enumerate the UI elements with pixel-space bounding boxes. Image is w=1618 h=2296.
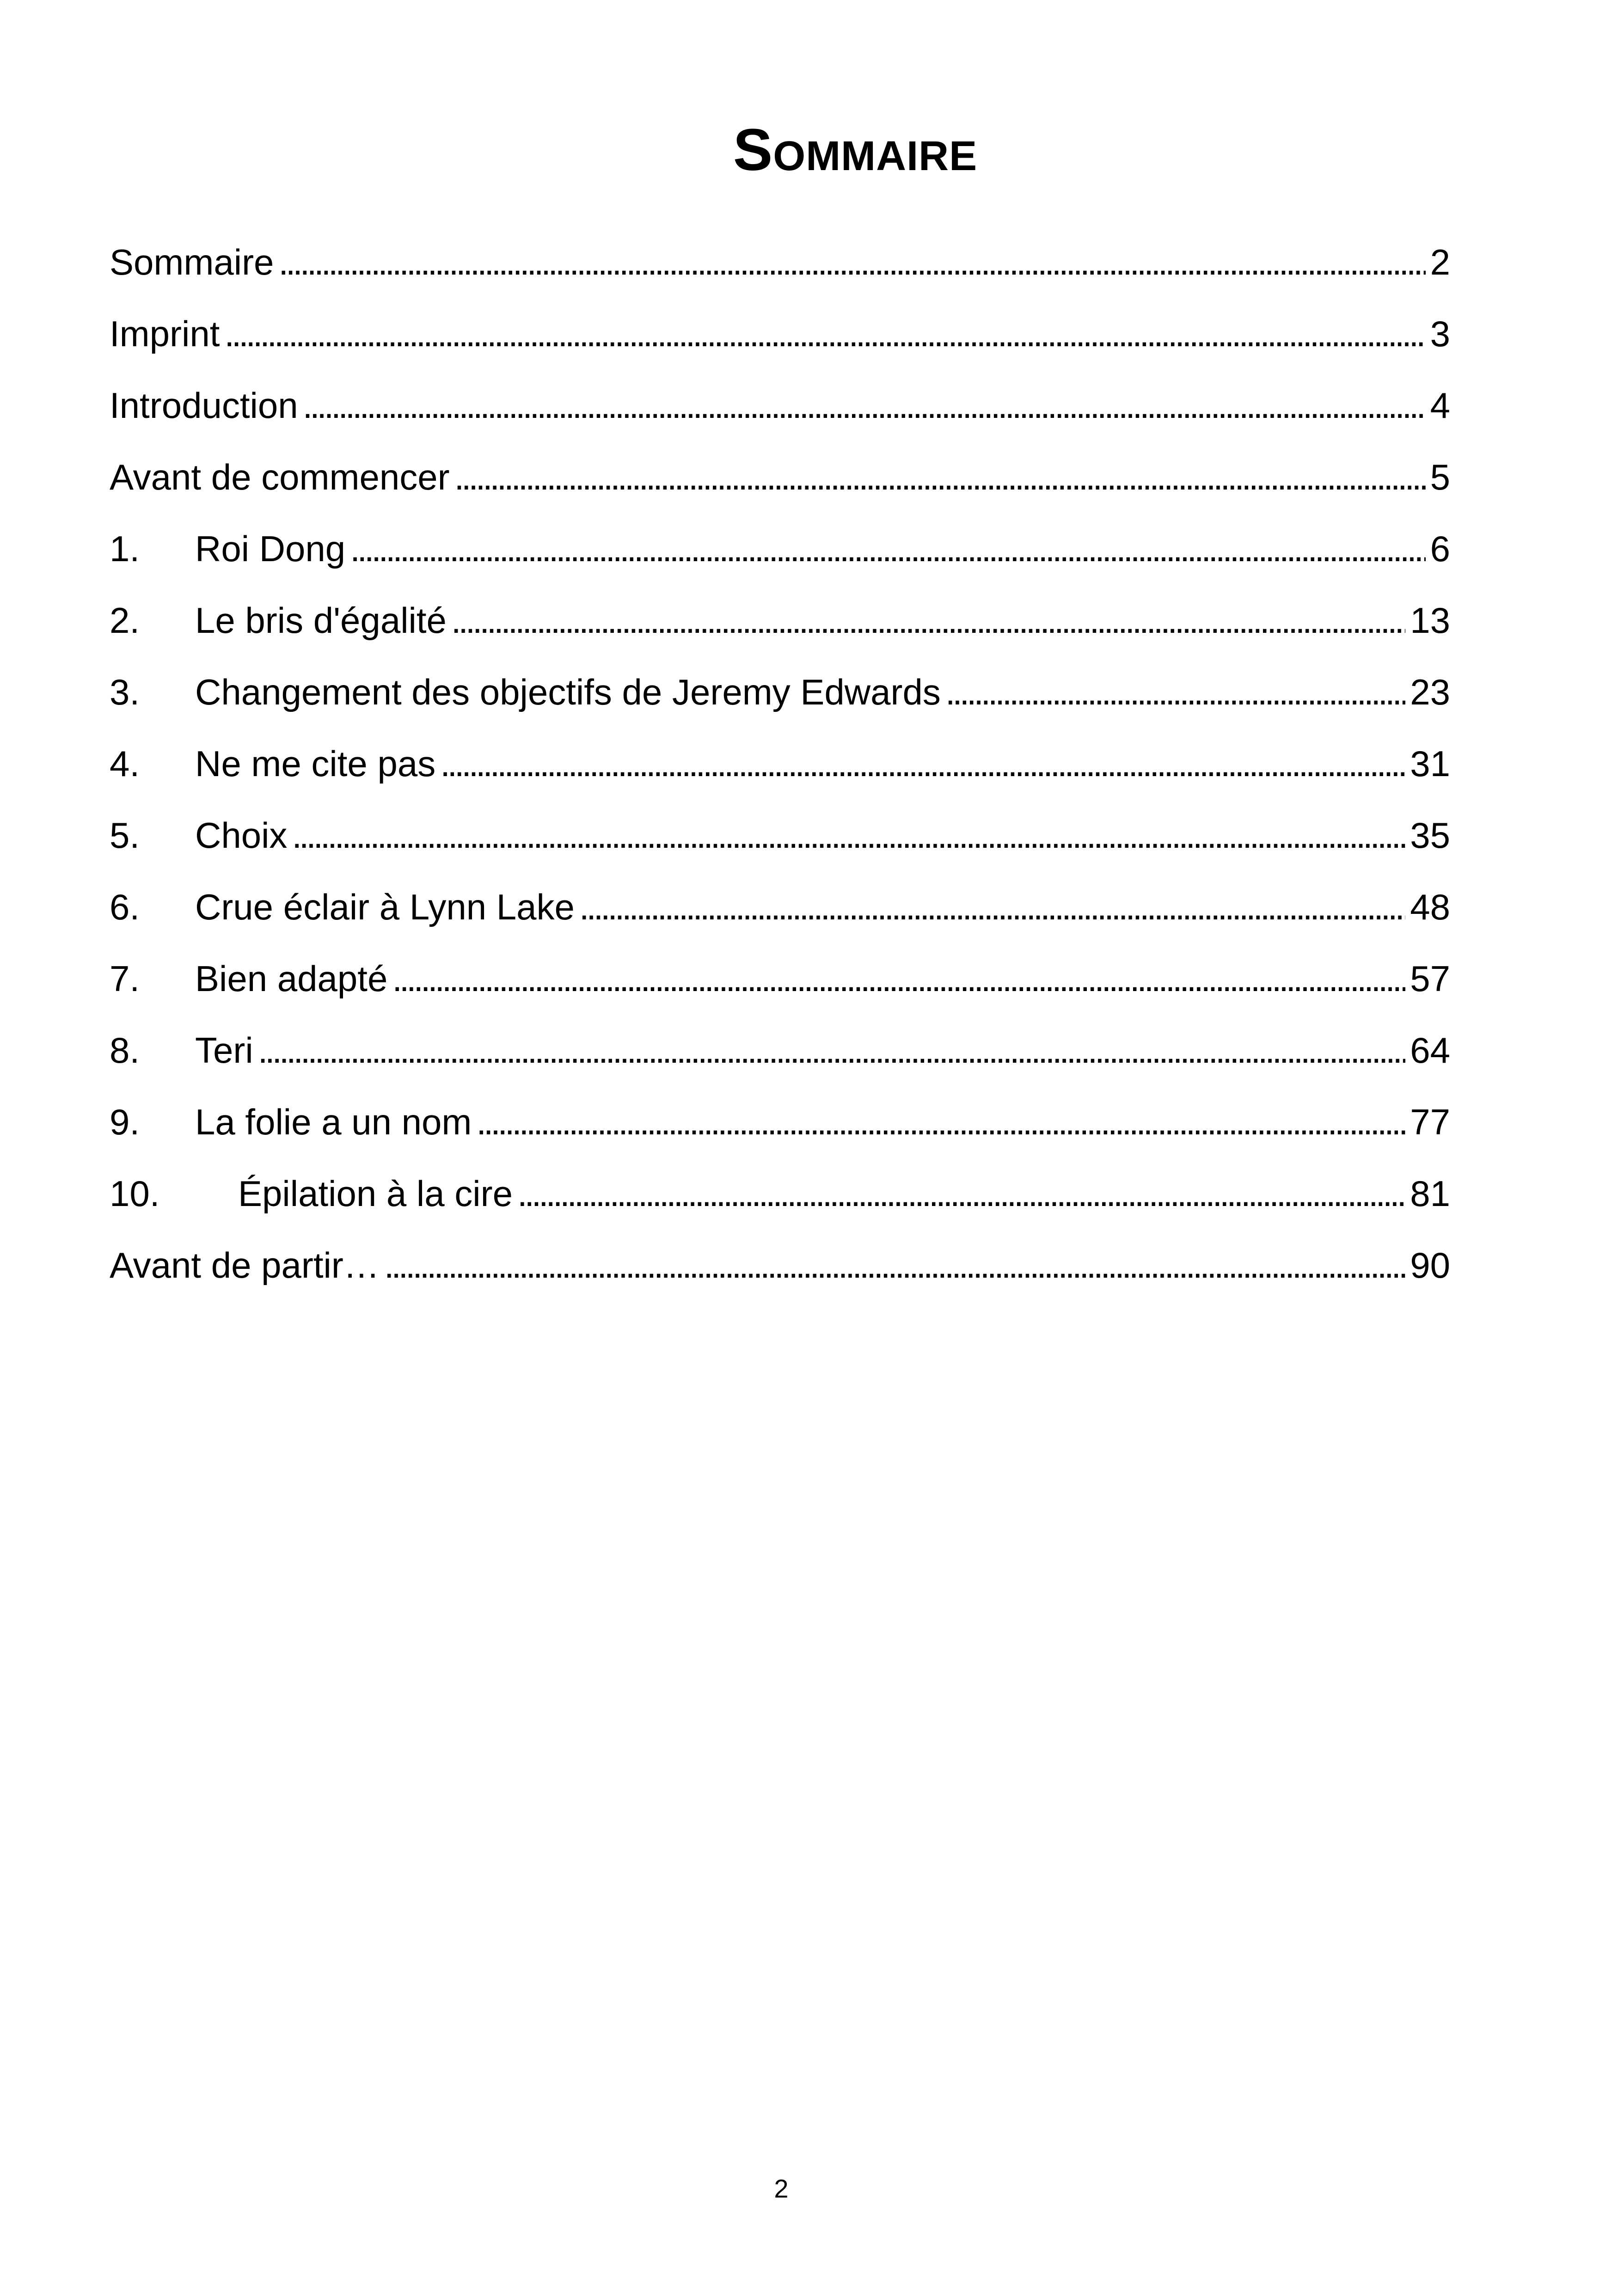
toc-entry-page: 4 <box>1430 385 1450 426</box>
toc-entry-number: 7. <box>110 958 140 999</box>
toc-dot-leader <box>476 1099 1405 1145</box>
toc-entry-page: 64 <box>1410 1030 1450 1071</box>
page-title: Sommaire <box>733 117 978 183</box>
toc-dot-leader <box>579 884 1405 930</box>
toc-entry-page: 90 <box>1410 1245 1450 1286</box>
toc-entry-page: 6 <box>1430 528 1450 569</box>
toc-entry-chapter-10[interactable] <box>110 1145 1450 1217</box>
toc-dot-leader <box>278 239 1425 285</box>
toc-dot-leader <box>384 1242 1405 1288</box>
toc-entry-page: 31 <box>1410 743 1450 784</box>
toc-entry-page: 13 <box>1410 600 1450 641</box>
toc-entry-label: Bien adapté <box>195 958 388 999</box>
toc-entry-label: Imprint <box>110 313 220 354</box>
table-of-contents <box>110 214 1450 1288</box>
toc-dot-leader <box>440 741 1405 787</box>
toc-entry-label: Roi Dong <box>195 528 346 569</box>
toc-dot-leader <box>517 1170 1405 1217</box>
toc-entry-avant-de-partir[interactable] <box>110 1217 1450 1288</box>
toc-entry-page: 81 <box>1410 1173 1450 1214</box>
toc-entry-label: Changement des objectifs de Jeremy Edwards <box>195 672 941 712</box>
toc-entry-page: 2 <box>1430 242 1450 282</box>
toc-entry-label: Le bris d'égalité <box>195 600 447 641</box>
toc-entry-number: 2. <box>110 600 140 641</box>
toc-entry-number: 1. <box>110 528 140 569</box>
toc-entry-page: 57 <box>1410 958 1450 999</box>
toc-entry-number: 10. <box>110 1173 160 1214</box>
toc-dot-leader <box>392 955 1405 1002</box>
toc-entry-label: La folie a un nom <box>195 1102 472 1142</box>
toc-entry-imprint[interactable] <box>110 285 1450 357</box>
toc-entry-page: 77 <box>1410 1102 1450 1142</box>
toc-entry-chapter-1[interactable] <box>110 500 1450 572</box>
toc-entry-page: 3 <box>1430 313 1450 354</box>
toc-entry-chapter-2[interactable] <box>110 572 1450 643</box>
toc-entry-page: 35 <box>1410 815 1450 856</box>
toc-entry-label: Sommaire <box>110 242 274 282</box>
toc-entry-chapter-3[interactable] <box>110 643 1450 715</box>
toc-entry-label: Introduction <box>110 385 298 426</box>
toc-entry-label: Crue éclair à Lynn Lake <box>195 887 575 927</box>
toc-entry-chapter-4[interactable] <box>110 715 1450 787</box>
toc-entry-number: 5. <box>110 815 140 856</box>
toc-entry-number: 4. <box>110 743 140 784</box>
toc-entry-page: 5 <box>1430 457 1450 497</box>
toc-entry-avant-de-commencer[interactable] <box>110 429 1450 500</box>
toc-dot-leader <box>454 454 1426 500</box>
toc-entry-introduction[interactable] <box>110 357 1450 429</box>
toc-entry-label: Teri <box>195 1030 253 1071</box>
toc-entry-chapter-7[interactable] <box>110 930 1450 1002</box>
toc-dot-leader <box>350 526 1425 572</box>
toc-entry-chapter-5[interactable] <box>110 787 1450 858</box>
toc-entry-chapter-6[interactable] <box>110 858 1450 930</box>
toc-entry-chapter-9[interactable] <box>110 1073 1450 1145</box>
toc-entry-label: Avant de partir… <box>110 1245 380 1286</box>
toc-dot-leader <box>258 1027 1406 1073</box>
toc-dot-leader <box>945 669 1405 715</box>
toc-entry-label: Ne me cite pas <box>195 743 436 784</box>
toc-entry-number: 9. <box>110 1102 140 1142</box>
toc-entry-label: Épilation à la cire <box>238 1173 513 1214</box>
toc-dot-leader <box>303 382 1426 429</box>
toc-dot-leader <box>451 597 1405 643</box>
toc-entry-label: Avant de commencer <box>110 457 450 497</box>
toc-dot-leader <box>292 812 1405 858</box>
toc-entry-page: 48 <box>1410 887 1450 927</box>
toc-entry-number: 6. <box>110 887 140 927</box>
footer-page-number: 2 <box>774 2174 789 2203</box>
toc-entry-sommaire[interactable] <box>110 214 1450 285</box>
toc-entry-label: Choix <box>195 815 288 856</box>
toc-entry-number: 3. <box>110 672 140 712</box>
toc-entry-chapter-8[interactable] <box>110 1002 1450 1073</box>
toc-dot-leader <box>224 311 1425 357</box>
toc-entry-page: 23 <box>1410 672 1450 712</box>
toc-entry-number: 8. <box>110 1030 140 1071</box>
